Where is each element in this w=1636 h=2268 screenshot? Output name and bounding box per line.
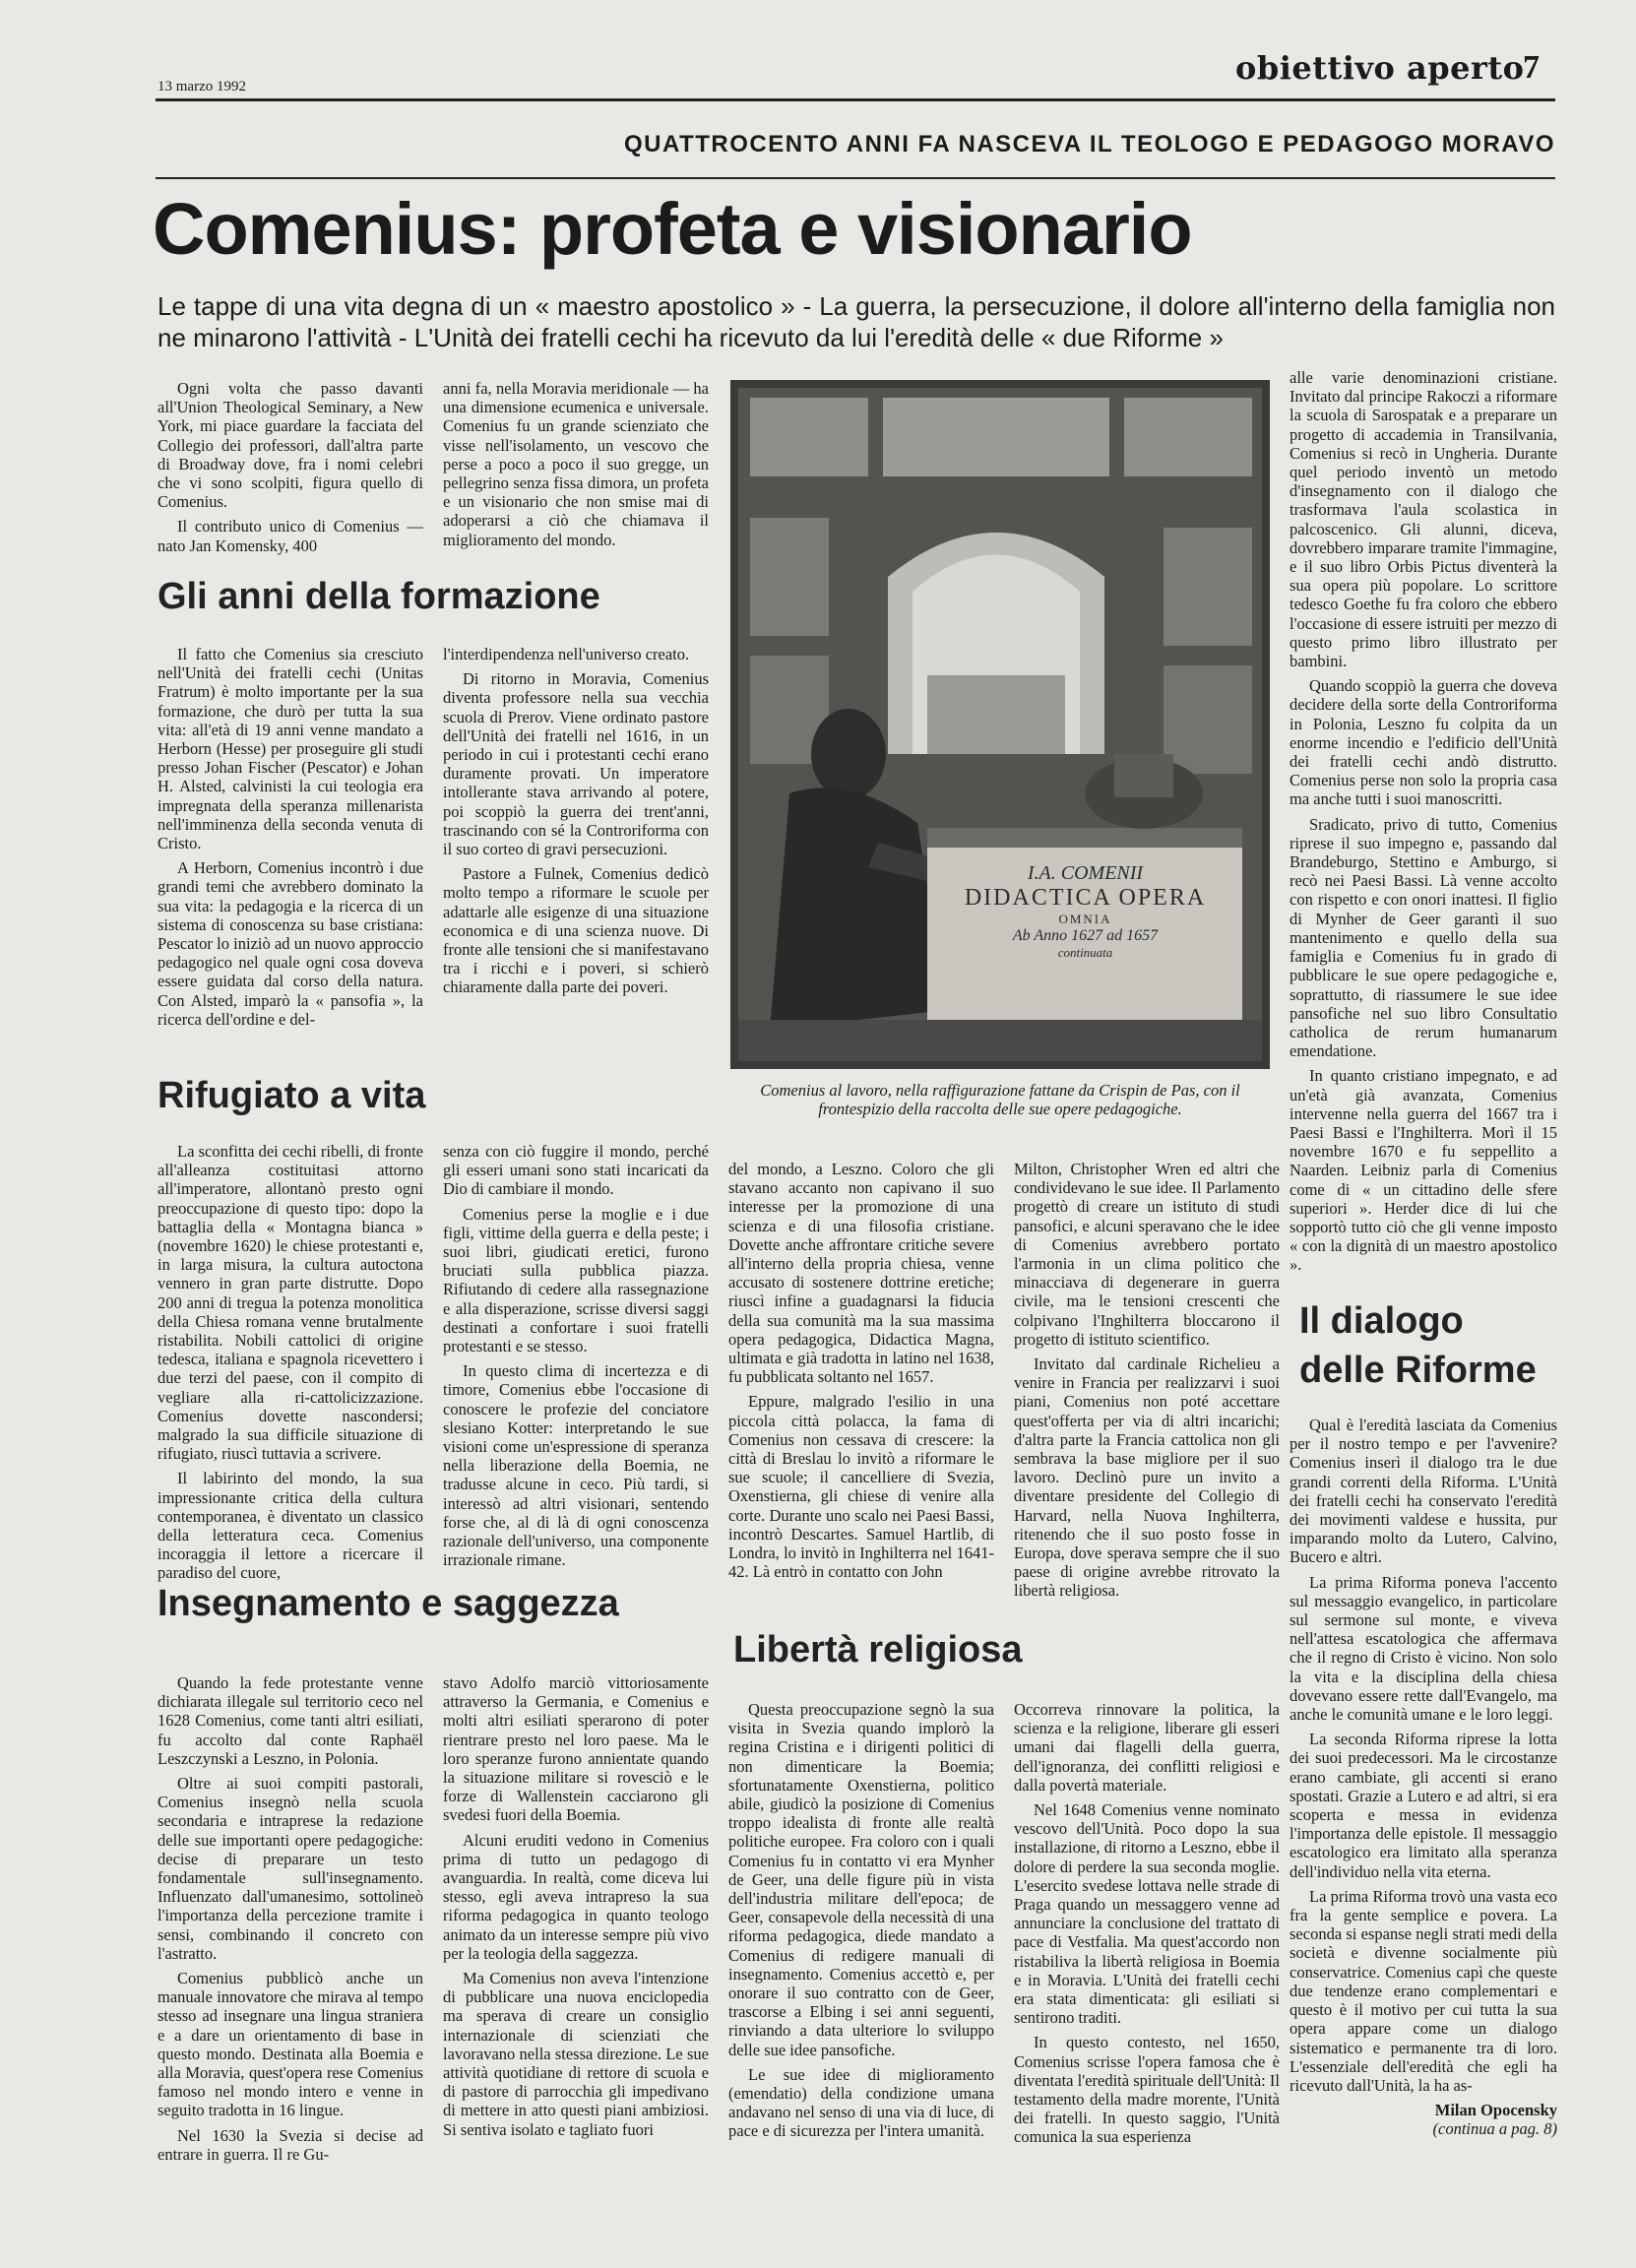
author-signature: Milan Opocensky: [1434, 2101, 1557, 2120]
paragraph: La prima Riforma trovò una vasta eco fra la gente semplice e povera. La seconda si espanse negli strati medi della società e divenne socialmente più conservatrice. Comenius capì che queste due tendenze erano complementari e questo è il motivo per cui tutta la sua opera appare come un dialogo sistematico e permanente tra di loro. L'essenziale dell'eredità che egli ha ricevuto dall'Unità, la ha as-: [1290, 1886, 1557, 2095]
section-liberta-column-a: [728, 1700, 994, 2147]
paragraph: La sconfitta dei cechi ribelli, di fronte all'alleanza costituitasi attorno all'imperatore, allontanò presto ogni preoccupazione di questo tipo: dopo la battaglia della « Montagna bianca » (novembre 1620) le chiese protestanti e, in larga misura, la cultura autoctona vennero in gran parte distrutte. Dopo 200 anni di tregua la potenza monolitica della Chiesa romana venne brutalmente ristabilita. Nobili cattolici di origine tedesca, italiana e spagnola ricevettero i due terzi del paese, con il compito di vegliare alla ri-cattolicizzazione. Comenius dovette nascondersi; malgrado la sua difficile situazione di rifugiato, riuscì tuttavia a scrivere.: [157, 1142, 423, 1464]
paragraph: Comenius pubblicò anche un manuale innovatore che mirava al tempo stesso ad insegnare una lingua straniera e a dare un orientamento di base in questo mondo. Destinata alla Boemia e alla Moravia, quest'opera rese Comenius famoso nel mondo intero e venne in seguito tradotta in 16 lingue.: [157, 1969, 423, 2120]
frontispiece-subtitle: OMNIA: [1058, 912, 1112, 926]
paragraph: In questo clima di incertezza e di timore, Comenius ebbe l'occasione di conoscere le profezie del conciatore slesiano Kotter: interpretando le sue visioni come un'espressione di speranza nella liberazione della Boemia, ne tradusse alcune in ceco. Più tardi, si interessò ad altri visionari, sentendo forse che, al di là di ogni conoscenza razionale dell'universo, una componente irrazionale rimane.: [443, 1361, 709, 1570]
paragraph: A Herborn, Comenius incontrò i due grandi temi che avrebbero dominato la sua vita: la pedagogia e la ricerca di un sistema di conoscenza su base cristiana: Pescator lo iniziò ad un nuovo approccio pedagogico nel quale ogni cosa doveva essere guidata dal corso della natura. Con Alsted, imparò la « pansofia », la ricerca dell'ordine e del-: [157, 858, 423, 1029]
page-number: 7: [1523, 49, 1540, 86]
paragraph: In quanto cristiano impegnato, e ad un'età già avanzata, Comenius intervenne nella guerra del 1667 tra i Paesi Bassi e l'Inghilterra. Morì il 15 novembre 1670 e fu seppellito a Naarden. Leibniz parla di Comenius come di « un cittadino delle sfere superiori ». Herder dice di lui che sopportò tutto ciò che gli venne imposto « con la dignità di un maestro apostolico ».: [1290, 1066, 1557, 1275]
paragraph: Qual è l'eredità lasciata da Comenius per il nostro tempo e per l'avvenire? Comenius inserì il dialogo tra le due grandi correnti della Riforma. L'Unità dei fratelli cechi ha conservato l'eredità dei movimenti valdese e hussita, pur imparando molto da Lutero, Calvino, Bucero e altri.: [1290, 1416, 1557, 1567]
engraving-artwork: [730, 380, 1270, 1069]
paragraph: Nel 1630 la Svezia si decise ad entrare in guerra. Il re Gu-: [157, 2125, 423, 2164]
frontispiece-author: I.A. COMENII: [1027, 862, 1144, 884]
paragraph: alle varie denominazioni cristiane. Invitato dal principe Rakoczi a riformare la scuola di Sarospatak e a preparare un progetto di accademia in Transilvania, Comenius si recò in Ungheria. Durante quel periodo inventò un metodo d'insegnamento con il dialogo che trasformava l'aula scolastica in palcoscenico. Gli alunni, diceva, dovrebbero imparare tramite l'immagine, e il suo libro Orbis Pictus diventerà la sua opera più popolare. Lo scrittore tedesco Goethe fu fra coloro che ebbero l'occasione di essere istruiti per mezzo di questo primo libro illustrato per bambini.: [1290, 368, 1557, 671]
paragraph: Di ritorno in Moravia, Comenius diventa professore nella sua vecchia scuola di Prerov. Viene ordinato pastore dell'Unità dei fratelli nel 1616, in un periodo in cui i protestanti cechi erano duramente provati. Un imperatore intollerante stava arrivando al potere, poi scoppiò la guerra dei trent'anni, trascinando con sé la Controriforma con il suo corteo di gravi persecuzioni.: [443, 669, 709, 859]
masthead-rule: [156, 98, 1555, 101]
comenius-engraving: [730, 380, 1270, 1069]
section-heading-formazione: Gli anni della formazione: [157, 576, 600, 617]
kicker-rule: [156, 177, 1555, 179]
intro-column-right: [443, 379, 709, 555]
section-heading-insegnamento: Insegnamento e saggezza: [157, 1583, 619, 1624]
section-heading-liberta: Libertà religiosa: [733, 1629, 1023, 1670]
paragraph: Comenius perse la moglie e i due figli, vittime della guerra e della peste; i suoi libri, giudicati eretici, furono bruciati sulla pubblica piazza. Rifiutando di cedere alla rassegnazione e alla disperazione, scrisse diversi saggi destinati a confortare i suoi fratelli protestanti e se stesso.: [443, 1204, 709, 1356]
paragraph: La prima Riforma poneva l'accento sul messaggio evangelico, in particolare sul sermone sul monte, e viveva nell'attesa escatologica che affermava che il regno di Cristo è vicino. Non solo la vita e la disciplina della chiesa dovevano essere rette dall'Evangelo, ma anche le comunità umane e le loro leggi.: [1290, 1572, 1557, 1725]
section-liberta-column-b: [1014, 1700, 1280, 2153]
frontispiece-years: Ab Anno 1627 ad 1657: [1012, 927, 1159, 944]
paragraph: In questo contesto, nel 1650, Comenius scrisse l'opera famosa che è diventata l'eredità spirituale dell'Unità: Il testamento della madre morente, l'Unità dei fratelli. In questo saggio, l'Unità comunica la sua esperienza: [1014, 2033, 1280, 2147]
paragraph: Ogni volta che passo davanti all'Union Theological Seminary, a New York, mi piace guardare la facciata del Collegio dei professori, dall'altra parte di Broadway dove, fra i nomi celebri che vi sono scolpiti, figura quello di Comenius.: [157, 379, 423, 512]
section-rifugiato-column-c: [728, 1160, 994, 1587]
section-heading-rifugiato: Rifugiato a vita: [157, 1075, 426, 1116]
continued-note[interactable]: (continua a pag. 8): [1432, 2119, 1557, 2139]
issue-date: 13 marzo 1992: [157, 79, 246, 94]
paragraph: Ma Comenius non aveva l'intenzione di pubblicare una nuova enciclopedia ma sperava di creare un consiglio internazionale di scienziati che lavoravano nella stessa direzione. Le sue attività quotidiane di rettore di scuola e di pastore di parrocchia gli impedivano di mettere in atto questi piani ambiziosi. Si sentiva isolato e tagliato fuori: [443, 1969, 709, 2139]
right-column-continuation: [1290, 368, 1557, 1281]
paragraph: stavo Adolfo marciò vittoriosamente attraverso la Germania, e Comenius e molti altri esiliati sperarono di poter rientrare presto nel loro paese. Ma le loro speranze furono annientate quando la situazione militare si rovesciò e le forze di Wallenstein cacciarono gli svedesi fuori della Boemia.: [443, 1673, 709, 1825]
paragraph: Pastore a Fulnek, Comenius dedicò molto tempo a riformare le scuole per adattarle alle esigenze di una situazione economica e di una scienza nuove. Di fronte alle tensioni che si manifestavano tra i ricchi e i poveri, si schierò chiaramente dalla parte dei poveri.: [443, 864, 709, 997]
paragraph: del mondo, a Leszno. Coloro che gli stavano accanto non capivano il suo interesse per la promozione di una scienza e di una filosofia cristiane. Dovette anche affrontare critiche severe all'interno della propria chiesa, venne accusato di sostenere dottrine eretiche; riuscì infine a guadagnarsi la fiducia della sua comunità ma la sua massima opera pedagogica, Didactica Magna, ultimata e già tradotta in latino nel 1638, fu pubblicata soltanto nel 1657.: [728, 1160, 994, 1387]
paragraph: Il fatto che Comenius sia cresciuto nell'Unità dei fratelli cechi (Unitas Fratrum) è molto importante per la sua formazione, che durò per tutta la sua vita: all'età di 19 anni venne mandato a Herborn (Hesse) per proseguire gli studi presso Johan Fischer (Pescator) e Johan H. Alsted, calvinisti la cui teologia era impregnata della speranza millenarista nell'imminenza della seconda venuta di Cristo.: [157, 645, 423, 853]
paragraph: Il contributo unico di Comenius — nato Jan Komensky, 400: [157, 517, 423, 555]
paragraph: Oltre ai suoi compiti pastorali, Comenius insegnò nella scuola secondaria e intraprese la redazione delle sue importanti opere pedagogiche: decise di preparare un testo fondamentale sull'insegnamento. Influenzato dall'umanesimo, sottolineò l'importanza della percezione tramite i sensi, combinando il concreto con l'astratto.: [157, 1774, 423, 1963]
paragraph: Invitato dal cardinale Richelieu a venire in Francia per realizzarvi i suoi piani, Comenius non poté accettare quest'offerta per via di altri incarichi; d'altra parte la Francia cattolica non gli sembrava la base migliore per il suo lavoro. Declinò pure un invito a diventare presidente del Collegio di Harvard, nella Nuova Inghilterra, ritenendo che il suo posto fosse in Europa, dove sperava sempre che il suo paese di origine avrebbe ritrovato la libertà religiosa.: [1014, 1354, 1280, 1601]
image-caption: Comenius al lavoro, nella raffigurazione fattane da Crispin de Pas, con il frontespizio della raccolta delle sue opere pedagogiche.: [760, 1081, 1240, 1118]
paragraph: Sradicato, privo di tutto, Comenius riprese il suo impegno e, passando dal Brandeburgo, Stettino e Amburgo, si recò nei Paesi Bassi. Là venne accolto con rispetto e con onori inattesi. Il figlio di Mynher de Geer garantì il suo mantenimento e quello della sua famiglia e Comenius fu in grado di pubblicare le sue opere pedagogiche e, soprattutto, di riassumere le sue idee pansofiche nel suo libro Consultatio catholica de rerum humanarum emendatione.: [1290, 814, 1557, 1061]
paragraph: Alcuni eruditi vedono in Comenius prima di tutto un pedagogo di avanguardia. In realtà, come diceva lui stesso, egli aveva intrapreso la sua riforma pedagogica in quanto teologo animato da un interesse sempre più vivo per la teologia della saggezza.: [443, 1830, 709, 1963]
section-insegnamento-column-b: [443, 1673, 709, 2145]
article-title: Comenius: profeta e visionario: [153, 188, 1192, 270]
heading-line: Il dialogo: [1299, 1300, 1464, 1342]
frontispiece-note: continuata: [1057, 945, 1113, 960]
section-rifugiato-column-a: [157, 1142, 423, 1589]
publication-name: obiettivo aperto: [1235, 49, 1525, 87]
section-formazione-column-a: [157, 645, 423, 1035]
book-frontispiece: [945, 862, 1226, 961]
section-rifugiato-column-b: [443, 1142, 709, 1575]
paragraph: Il labirinto del mondo, la sua impressionante critica della cultura contemporanea, è diventato un classico della letteratura ceca. Comenius incoraggia il lettore a ricercare il paradiso del cuore,: [157, 1469, 423, 1583]
section-heading-dialogo: [1299, 1296, 1537, 1395]
article-subtitle: Le tappe di una vita degna di un « maestro apostolico » - La guerra, la persecuzione, il dolore all'interno della famiglia non ne minarono l'attività - L'Unità dei fratelli cechi ha ricevuto da lui l'eredità delle « due Riforme »: [157, 291, 1555, 352]
paragraph: Quando scoppiò la guerra che doveva decidere della sorte della Controriforma in Polonia, Leszno fu colpita da un enorme incendio e l'edificio dell'Unità dei fratelli cechi andò distrutto. Comenius perse non solo la propria casa ma anche tutti i suoi manoscritti.: [1290, 676, 1557, 809]
section-formazione-column-b: [443, 645, 709, 1003]
frontispiece-title: DIDACTICA OPERA: [964, 885, 1207, 911]
paragraph: Occorreva rinnovare la politica, la scienza e la religione, liberare gli esseri umani dai flagelli della guerra, dell'ignoranza, dei conflitti religiosi e dalla povertà materiale.: [1014, 1700, 1280, 1795]
section-insegnamento-column-a: [157, 1673, 423, 2170]
intro-column-left: [157, 379, 423, 561]
paragraph: l'interdipendenza nell'universo creato.: [443, 645, 690, 663]
section-dialogo-column: [1290, 1416, 1557, 2139]
paragraph: senza con ciò fuggire il mondo, perché gli esseri umani sono stati incaricati da Dio di cambiare il mondo.: [443, 1142, 709, 1199]
paragraph: La seconda Riforma riprese la lotta dei suoi predecessori. Ma le circostanze erano cambiate, gli accenti si erano spostati. Grazie a Lutero e ad altri, si era scoperta e messa in evidenza l'importanza delle epistole. Il messaggio escatologico era limitato alla speranza dell'individuo nella vita eterna.: [1290, 1730, 1557, 1881]
section-rifugiato-column-d: [1014, 1160, 1280, 1606]
heading-line: delle Riforme: [1299, 1350, 1537, 1391]
paragraph: Quando la fede protestante venne dichiarata illegale sul territorio ceco nel 1628 Comenius, come tanti altri esiliati, fu accolto dal conte Raphaël Leszczynski a Leszno, in Polonia.: [157, 1673, 423, 1768]
paragraph: Nel 1648 Comenius venne nominato vescovo dell'Unità. Poco dopo la sua installazione, di ritorno a Leszno, ebbe il dolore di perdere la sua seconda moglie. L'esercito svedese lottava nelle strade di Praga quando un messaggero venne ad annunciare la conclusione del trattato di pace di Vestfalia. Ma quest'accordo non ristabiliva la libertà religiosa in Boemia e in Moravia. L'Unità dei fratelli cechi era stata dimenticata: gli esiliati si sentirono traditi.: [1014, 1800, 1280, 2028]
paragraph: Le sue idee di miglioramento (emendatio) della condizione umana andavano nel senso di una via di luce, di pace e di sicurezza per l'intera umanità.: [728, 2064, 994, 2141]
article-kicker: QUATTROCENTO ANNI FA NASCEVA IL TEOLOGO E PEDAGOGO MORAVO: [624, 131, 1555, 158]
paragraph: Milton, Christopher Wren ed altri che condividevano le sue idee. Il Parlamento progettò di creare un istituto di studi pansofici, e alcuni speravano che le idee di Comenius avrebbero portato l'armonia in un clima politico che minacciava di degenerare in guerra civile, ma le tensioni crescenti che colpivano l'Inghilterra bloccarono il progetto di istituto scientifico.: [1014, 1160, 1280, 1349]
paragraph: anni fa, nella Moravia meridionale — ha una dimensione ecumenica e universale. Comenius fu un grande scienziato che visse nell'isolamento, un vescovo che perse a poco a poco il suo gregge, un pellegrino senza fissa dimora, un profeta e un visionario che non smise mai di adoperarsi a ciò che chiamava il miglioramento del mondo.: [443, 379, 709, 549]
paragraph: Eppure, malgrado l'esilio in una piccola città polacca, la fama di Comenius non cessava di crescere: la città di Breslau lo invitò a riformare le sue scuole; il cancelliere di Svezia, Oxenstierna, gli chiese di venire alla corte. Durante uno scalo nei Paesi Bassi, incontrò Descartes. Samuel Hartlib, di Londra, lo invitò in Inghilterra nel 1641-42. Là entrò in contatto con John: [728, 1392, 994, 1582]
paragraph: Questa preoccupazione segnò la sua visita in Svezia quando implorò la regina Cristina e i dirigenti politici di non dimenticare la Boemia; sfortunatamente Oxenstierna, politico abile, giudicò la posizione di Comenius troppo idealista di fronte alle realtà politiche europee. Fra coloro con i quali Comenius fu in contatto vi era Mynher de Geer, una delle figure più in vista dell'industria militare dell'epoca; de Geer, consapevole della necessità di una riforma pedagogica, diede mandato a Comenius di redigere manuali di insegnamento. Comenius accettò e, per onorare il suo contratto con de Geer, trascorse a Elbing i sei anni seguenti, rinviando a data ulteriore lo sviluppo delle sue idee pansofiche.: [728, 1700, 994, 2059]
